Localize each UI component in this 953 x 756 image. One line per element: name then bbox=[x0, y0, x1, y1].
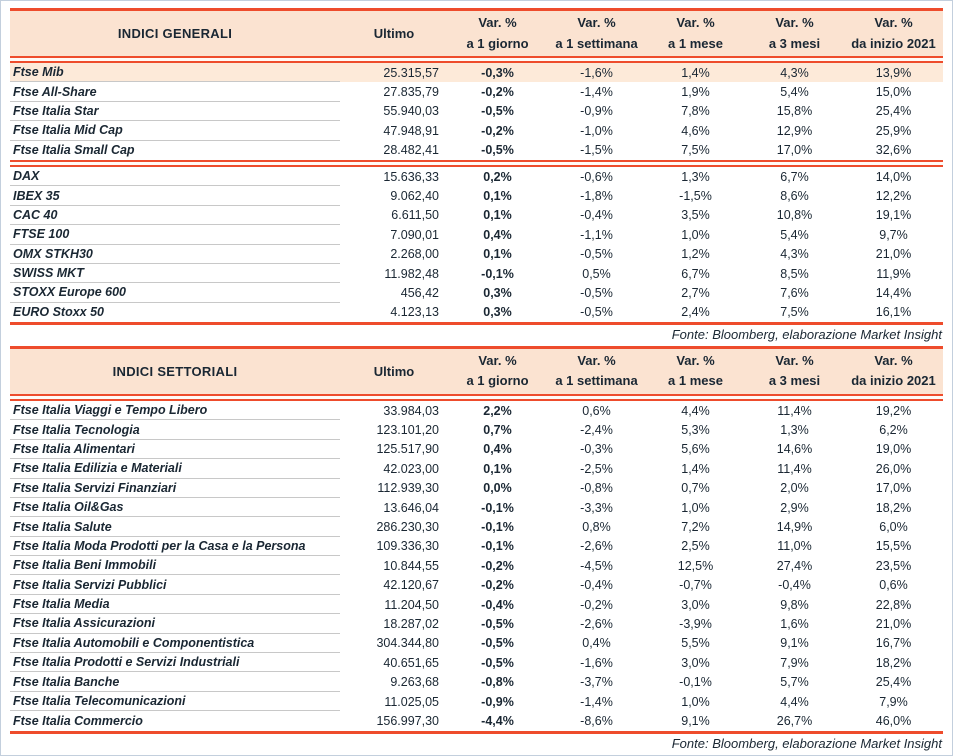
row-index-name: Ftse Italia Servizi Finanziari bbox=[10, 479, 340, 498]
row-var-value: 0,7% bbox=[681, 481, 710, 496]
row-index-name: Ftse Italia Automobili e Componentistica bbox=[10, 634, 340, 653]
row-index-name: Ftse Italia Moda Prodotti per la Casa e la Persona bbox=[10, 537, 340, 556]
table-row bbox=[10, 186, 943, 205]
row-var-value: -0,7% bbox=[679, 578, 712, 593]
row-var-value: 22,8% bbox=[875, 597, 912, 612]
table-row bbox=[10, 102, 943, 121]
row-index-name: Ftse Italia Banche bbox=[10, 672, 340, 691]
row-var-value: 7,2% bbox=[681, 520, 710, 534]
row-var-value: 25,9% bbox=[875, 123, 912, 138]
row-ultimo-value: 55.940,03 bbox=[383, 104, 439, 119]
row-var-value: -1,8% bbox=[580, 189, 613, 204]
row-var-value: 13,9% bbox=[875, 65, 912, 80]
row-var-value: -0,2% bbox=[481, 123, 514, 138]
row-ultimo-value: 125.517,90 bbox=[376, 442, 439, 457]
row-var-value: -0,8% bbox=[481, 675, 514, 690]
source-note: Fonte: Bloomberg, elaborazione Market Insight bbox=[671, 327, 942, 343]
header-separator-rule bbox=[10, 394, 943, 401]
row-var-value: -0,6% bbox=[580, 169, 613, 184]
row-var-value: 2,4% bbox=[681, 305, 710, 320]
row-var-value: 11,4% bbox=[777, 461, 812, 476]
period-label: a 1 giorno bbox=[466, 35, 529, 51]
row-var-value: 0,1% bbox=[483, 247, 512, 262]
col-header-var-3-mesi bbox=[745, 349, 844, 394]
row-var-value: 0,3% bbox=[483, 285, 512, 300]
row-var-value: -0,5% bbox=[580, 285, 613, 300]
row-var-value: 1,4% bbox=[681, 461, 710, 476]
row-index-name: Ftse Italia Beni Immobili bbox=[10, 556, 340, 575]
row-var-value: -1,6% bbox=[580, 65, 613, 80]
row-ultimo-value: 9.263,68 bbox=[390, 675, 439, 690]
row-var-value: 2,5% bbox=[681, 539, 710, 554]
row-var-value: 14,9% bbox=[776, 520, 813, 534]
row-var-value: 5,7% bbox=[780, 675, 809, 690]
table-row bbox=[10, 479, 943, 498]
period-label: a 1 settimana bbox=[555, 35, 638, 51]
row-var-value: 19,2% bbox=[875, 403, 912, 418]
row-var-value: 14,4% bbox=[875, 285, 912, 300]
col-header-ultimo: Ultimo bbox=[373, 26, 415, 41]
table-row bbox=[10, 82, 943, 101]
row-var-value: 25,4% bbox=[875, 104, 912, 119]
var-label: Var. % bbox=[676, 15, 715, 31]
table-row bbox=[10, 206, 943, 225]
row-var-value: 7,8% bbox=[681, 104, 710, 119]
row-var-value: 0,7% bbox=[483, 423, 512, 438]
row-var-value: -1,5% bbox=[580, 143, 613, 158]
row-var-value: -0,9% bbox=[580, 104, 613, 119]
row-var-value: 26,7% bbox=[776, 713, 813, 728]
col-header-var-inizio-2021 bbox=[844, 349, 943, 394]
row-index-name: Ftse Italia Servizi Pubblici bbox=[10, 575, 340, 594]
row-var-value: -4,4% bbox=[481, 713, 514, 728]
row-var-value: 1,0% bbox=[681, 227, 710, 242]
row-ultimo-value: 28.482,41 bbox=[383, 143, 439, 158]
row-var-value: 3,5% bbox=[681, 208, 710, 223]
var-label: Var. % bbox=[577, 353, 616, 369]
row-index-name: Ftse Italia Viaggi e Tempo Libero bbox=[10, 401, 340, 420]
row-var-value: 25,4% bbox=[875, 675, 912, 690]
row-var-value: -0,3% bbox=[481, 65, 514, 80]
row-index-name: EURO Stoxx 50 bbox=[13, 305, 105, 320]
row-var-value: 2,7% bbox=[681, 285, 710, 300]
row-ultimo-value: 456,42 bbox=[400, 285, 439, 300]
row-var-value: 1,9% bbox=[681, 85, 710, 100]
row-var-value: 5,5% bbox=[681, 636, 710, 651]
period-label: a 3 mesi bbox=[768, 35, 821, 51]
row-var-value: -0,5% bbox=[481, 655, 514, 670]
row-var-value: 1,3% bbox=[681, 169, 710, 184]
row-var-value: 18,2% bbox=[875, 500, 912, 515]
row-var-value: 14,0% bbox=[875, 169, 912, 184]
row-ultimo-value: 304.344,80 bbox=[376, 636, 439, 651]
row-index-name: Ftse Italia Assicurazioni bbox=[10, 614, 340, 633]
table-row bbox=[10, 692, 943, 711]
row-ultimo-value: 4.123,13 bbox=[390, 305, 439, 320]
row-var-value: 0,2% bbox=[483, 169, 512, 184]
row-var-value: 0,1% bbox=[483, 189, 512, 204]
row-var-value: -0,4% bbox=[580, 208, 613, 223]
row-index-name: STOXX Europe 600 bbox=[10, 283, 340, 302]
row-var-value: -0,2% bbox=[481, 85, 514, 100]
row-ultimo-value: 6.611,50 bbox=[391, 208, 439, 223]
row-var-value: 10,8% bbox=[776, 208, 813, 223]
row-var-value: 7,5% bbox=[681, 143, 710, 158]
row-index-name: DAX bbox=[10, 167, 340, 186]
row-var-value: -0,3% bbox=[580, 442, 613, 457]
col-header-var-1-giorno bbox=[448, 349, 547, 394]
row-var-value: -0,4% bbox=[778, 578, 811, 593]
row-var-value: 3,0% bbox=[681, 655, 710, 670]
row-index-name: Ftse Italia Star bbox=[10, 102, 340, 121]
row-var-value: -1,6% bbox=[580, 655, 613, 670]
row-var-value: 11,4% bbox=[777, 403, 812, 418]
table-row bbox=[10, 63, 943, 82]
row-var-value: 1,3% bbox=[780, 423, 809, 438]
row-var-value: 8,5% bbox=[780, 266, 809, 281]
row-index-name: Ftse Italia Salute bbox=[10, 517, 340, 536]
row-var-value: 7,9% bbox=[879, 694, 908, 709]
row-ultimo-value: 47.948,91 bbox=[383, 123, 439, 138]
row-var-value: 6,2% bbox=[879, 423, 908, 438]
table-row bbox=[10, 283, 943, 302]
row-var-value: 0,1% bbox=[483, 208, 512, 223]
period-label: da inizio 2021 bbox=[851, 373, 936, 389]
row-var-value: -0,1% bbox=[481, 266, 514, 281]
table-row bbox=[10, 653, 943, 672]
var-label: Var. % bbox=[676, 353, 715, 369]
row-var-value: -4,5% bbox=[580, 558, 613, 573]
row-var-value: 12,9% bbox=[776, 123, 813, 138]
row-var-value: 1,0% bbox=[681, 694, 710, 709]
row-index-name: FTSE 100 bbox=[10, 225, 340, 244]
row-var-value: 4,3% bbox=[780, 247, 809, 262]
period-label: a 3 mesi bbox=[768, 373, 821, 389]
row-index-name: Ftse Italia Edilizia e Materiali bbox=[10, 459, 340, 478]
row-var-value: 1,0% bbox=[681, 500, 710, 515]
row-var-value: 11,9% bbox=[876, 266, 911, 281]
row-var-value: 0,6% bbox=[879, 578, 908, 593]
row-var-value: 9,7% bbox=[879, 227, 908, 242]
row-ultimo-value: 40.651,65 bbox=[383, 655, 439, 670]
row-ultimo-value: 112.939,30 bbox=[377, 481, 439, 496]
row-var-value: -0,8% bbox=[580, 481, 613, 496]
var-label: Var. % bbox=[775, 353, 814, 369]
row-var-value: -2,6% bbox=[580, 616, 613, 631]
var-label: Var. % bbox=[874, 15, 913, 31]
row-var-value: 0,4% bbox=[582, 636, 611, 651]
row-ultimo-value: 286.230,30 bbox=[376, 520, 439, 534]
table-title: INDICI SETTORIALI bbox=[112, 363, 238, 379]
table-indici-settoriali bbox=[10, 346, 943, 734]
table-row bbox=[10, 498, 943, 517]
row-var-value: 16,1% bbox=[875, 305, 912, 320]
col-header-var-3-mesi bbox=[745, 11, 844, 56]
source-note: Fonte: Bloomberg, elaborazione Market Insight bbox=[671, 735, 942, 751]
table-row bbox=[10, 167, 943, 186]
row-ultimo-value: 2.268,00 bbox=[390, 247, 439, 262]
row-var-value: 9,1% bbox=[681, 713, 710, 728]
row-var-value: -0,4% bbox=[580, 578, 613, 593]
row-var-value: -0,1% bbox=[481, 539, 514, 554]
row-var-value: -1,0% bbox=[580, 123, 613, 138]
col-header-var-1-settimana bbox=[547, 11, 646, 56]
row-var-value: -2,5% bbox=[580, 461, 613, 476]
table-row bbox=[10, 537, 943, 556]
row-var-value: 17,0% bbox=[875, 481, 912, 496]
row-var-value: 6,7% bbox=[681, 266, 710, 281]
table-header bbox=[10, 11, 943, 56]
row-var-value: 16,7% bbox=[875, 636, 912, 651]
row-var-value: 1,2% bbox=[681, 247, 710, 262]
row-var-value: 5,6% bbox=[681, 442, 710, 457]
row-ultimo-value: 27.835,79 bbox=[383, 85, 439, 100]
table-row bbox=[10, 634, 943, 653]
row-var-value: 18,2% bbox=[875, 655, 912, 670]
row-var-value: 14,6% bbox=[776, 442, 813, 457]
row-var-value: 21,0% bbox=[875, 247, 912, 262]
row-var-value: -1,1% bbox=[580, 227, 613, 242]
row-var-value: 4,3% bbox=[780, 65, 809, 80]
row-var-value: 15,5% bbox=[875, 539, 912, 554]
row-ultimo-value: 9.062,40 bbox=[390, 189, 439, 204]
row-ultimo-value: 25.315,57 bbox=[383, 65, 439, 80]
row-var-value: 15,8% bbox=[776, 104, 813, 119]
col-header-var-1-giorno bbox=[448, 11, 547, 56]
row-var-value: -0,5% bbox=[580, 247, 613, 262]
row-index-name: CAC 40 bbox=[10, 206, 340, 225]
row-var-value: 4,6% bbox=[681, 123, 710, 138]
table-row bbox=[10, 225, 943, 244]
table-row bbox=[10, 141, 943, 160]
row-index-name: Ftse Italia Commercio bbox=[13, 713, 143, 728]
row-var-value: -1,5% bbox=[679, 189, 712, 204]
row-ultimo-value: 42.120,67 bbox=[383, 578, 439, 593]
row-index-name: OMX STKH30 bbox=[10, 245, 340, 264]
row-var-value: -0,2% bbox=[481, 578, 514, 593]
row-var-value: -1,4% bbox=[580, 85, 613, 100]
row-var-value: 32,6% bbox=[875, 143, 912, 158]
row-var-value: 0,4% bbox=[483, 227, 512, 242]
row-var-value: 17,0% bbox=[776, 143, 813, 158]
row-var-value: 2,2% bbox=[483, 403, 512, 418]
row-var-value: -0,1% bbox=[481, 520, 514, 534]
row-ultimo-value: 33.984,03 bbox=[383, 403, 439, 418]
row-ultimo-value: 10.844,55 bbox=[383, 558, 439, 573]
row-var-value: 0,6% bbox=[582, 403, 611, 418]
row-ultimo-value: 13.646,04 bbox=[383, 500, 439, 515]
european-indices-group bbox=[10, 167, 943, 322]
row-var-value: 19,1% bbox=[875, 208, 912, 223]
row-ultimo-value: 11.204,50 bbox=[384, 597, 439, 612]
row-index-name: Ftse Italia Mid Cap bbox=[10, 121, 340, 140]
table-row bbox=[10, 672, 943, 691]
row-var-value: 21,0% bbox=[875, 616, 912, 631]
row-var-value: 9,1% bbox=[780, 636, 809, 651]
row-var-value: 26,0% bbox=[875, 461, 912, 476]
col-header-var-inizio-2021 bbox=[844, 11, 943, 56]
row-var-value: -0,2% bbox=[481, 558, 514, 573]
row-var-value: 19,0% bbox=[875, 442, 912, 457]
row-var-value: -0,9% bbox=[481, 694, 514, 709]
row-index-name: Ftse Italia Tecnologia bbox=[10, 420, 340, 439]
table-row bbox=[10, 556, 943, 575]
row-ultimo-value: 156.997,30 bbox=[376, 713, 439, 728]
row-index-name: Ftse Italia Media bbox=[10, 595, 340, 614]
row-var-value: -0,5% bbox=[481, 616, 514, 631]
row-var-value: -3,7% bbox=[580, 675, 613, 690]
table-row bbox=[10, 264, 943, 283]
table-row bbox=[10, 401, 943, 420]
row-var-value: 6,0% bbox=[879, 520, 908, 534]
var-label: Var. % bbox=[874, 353, 913, 369]
row-var-value: 8,6% bbox=[780, 189, 809, 204]
table-header bbox=[10, 349, 943, 394]
row-var-value: 1,4% bbox=[681, 65, 710, 80]
row-index-name: IBEX 35 bbox=[10, 186, 340, 205]
row-index-name: Ftse Italia Telecomunicazioni bbox=[10, 692, 340, 711]
table-row bbox=[10, 420, 943, 439]
header-separator-rule bbox=[10, 56, 943, 63]
row-var-value: -3,9% bbox=[679, 616, 712, 631]
col-header-var-1-mese bbox=[646, 349, 745, 394]
row-var-value: 0,0% bbox=[483, 481, 512, 496]
row-ultimo-value: 11.982,48 bbox=[384, 266, 439, 281]
table-row bbox=[10, 245, 943, 264]
row-ultimo-value: 123.101,20 bbox=[376, 423, 439, 438]
var-label: Var. % bbox=[775, 15, 814, 31]
row-var-value: 12,2% bbox=[875, 189, 912, 204]
row-ultimo-value: 109.336,30 bbox=[376, 539, 439, 554]
row-var-value: 0,8% bbox=[582, 520, 611, 534]
row-var-value: -0,5% bbox=[580, 305, 613, 320]
row-var-value: 2,0% bbox=[780, 481, 809, 496]
row-var-value: 5,4% bbox=[780, 85, 809, 100]
row-index-name: Ftse Mib bbox=[10, 63, 340, 82]
row-var-value: -0,5% bbox=[481, 143, 514, 158]
col-header-ultimo: Ultimo bbox=[373, 363, 415, 379]
row-index-name: Ftse Italia Prodotti e Servizi Industriali bbox=[10, 653, 340, 672]
row-var-value: 46,0% bbox=[875, 713, 912, 728]
row-var-value: -0,5% bbox=[481, 104, 514, 119]
row-var-value: 3,0% bbox=[681, 597, 710, 612]
row-var-value: 1,6% bbox=[780, 616, 809, 631]
row-var-value: 27,4% bbox=[776, 558, 813, 573]
row-var-value: -1,4% bbox=[580, 694, 613, 709]
row-var-value: -8,6% bbox=[580, 713, 613, 728]
table-row bbox=[10, 517, 943, 536]
table-row bbox=[10, 440, 943, 459]
table-row bbox=[10, 575, 943, 594]
row-var-value: 7,6% bbox=[780, 285, 809, 300]
table-indici-generali bbox=[10, 8, 943, 325]
row-index-name: Ftse Italia Oil&Gas bbox=[10, 498, 340, 517]
group-separator-rule bbox=[10, 160, 943, 167]
table-row bbox=[10, 121, 943, 140]
table-row bbox=[10, 711, 943, 730]
period-label: a 1 mese bbox=[668, 35, 723, 51]
period-label: da inizio 2021 bbox=[851, 35, 936, 51]
row-ultimo-value: 15.636,33 bbox=[383, 169, 439, 184]
row-var-value: -0,5% bbox=[481, 636, 514, 651]
row-var-value: 12,5% bbox=[677, 558, 714, 573]
row-var-value: 9,8% bbox=[780, 597, 809, 612]
row-var-value: 4,4% bbox=[780, 694, 809, 709]
row-var-value: 7,9% bbox=[780, 655, 809, 670]
table-row bbox=[10, 459, 943, 478]
row-var-value: 4,4% bbox=[681, 403, 710, 418]
row-var-value: -3,3% bbox=[580, 500, 613, 515]
row-var-value: -0,2% bbox=[580, 597, 613, 612]
row-var-value: 0,4% bbox=[483, 442, 512, 457]
row-var-value: -0,4% bbox=[481, 597, 514, 612]
row-var-value: -0,1% bbox=[481, 500, 514, 515]
italian-indices-group bbox=[10, 63, 943, 160]
row-ultimo-value: 42.023,00 bbox=[383, 461, 439, 476]
col-header-var-1-mese bbox=[646, 11, 745, 56]
table-row bbox=[10, 595, 943, 614]
row-index-name: Ftse Italia Alimentari bbox=[10, 440, 340, 459]
table-row bbox=[10, 614, 943, 633]
row-var-value: 5,3% bbox=[681, 423, 710, 438]
row-var-value: 15,0% bbox=[875, 85, 912, 100]
row-var-value: 11,0% bbox=[777, 539, 812, 554]
row-ultimo-value: 7.090,01 bbox=[390, 227, 439, 242]
col-header-var-1-settimana bbox=[547, 349, 646, 394]
row-var-value: -2,6% bbox=[580, 539, 613, 554]
row-index-name: Ftse All-Share bbox=[10, 82, 340, 101]
period-label: a 1 giorno bbox=[466, 373, 529, 389]
row-var-value: 0,3% bbox=[483, 305, 512, 320]
var-label: Var. % bbox=[577, 15, 616, 31]
table-title: INDICI GENERALI bbox=[117, 26, 233, 41]
period-label: a 1 mese bbox=[668, 373, 723, 389]
row-var-value: 0,5% bbox=[582, 266, 611, 281]
row-var-value: 6,7% bbox=[780, 169, 809, 184]
row-var-value: 7,5% bbox=[780, 305, 809, 320]
row-var-value: 23,5% bbox=[875, 558, 912, 573]
row-ultimo-value: 11.025,05 bbox=[384, 694, 439, 709]
row-var-value: -0,1% bbox=[679, 675, 712, 690]
sector-indices-group bbox=[10, 401, 943, 731]
var-label: Var. % bbox=[478, 15, 517, 31]
row-var-value: -2,4% bbox=[580, 423, 613, 438]
row-var-value: 0,1% bbox=[483, 461, 512, 476]
table-row bbox=[10, 303, 943, 322]
row-index-name: Ftse Italia Small Cap bbox=[13, 143, 135, 158]
row-var-value: 5,4% bbox=[780, 227, 809, 242]
row-var-value: 2,9% bbox=[780, 500, 809, 515]
var-label: Var. % bbox=[478, 353, 517, 369]
row-index-name: SWISS MKT bbox=[10, 264, 340, 283]
row-ultimo-value: 18.287,02 bbox=[383, 616, 439, 631]
period-label: a 1 settimana bbox=[555, 373, 638, 389]
